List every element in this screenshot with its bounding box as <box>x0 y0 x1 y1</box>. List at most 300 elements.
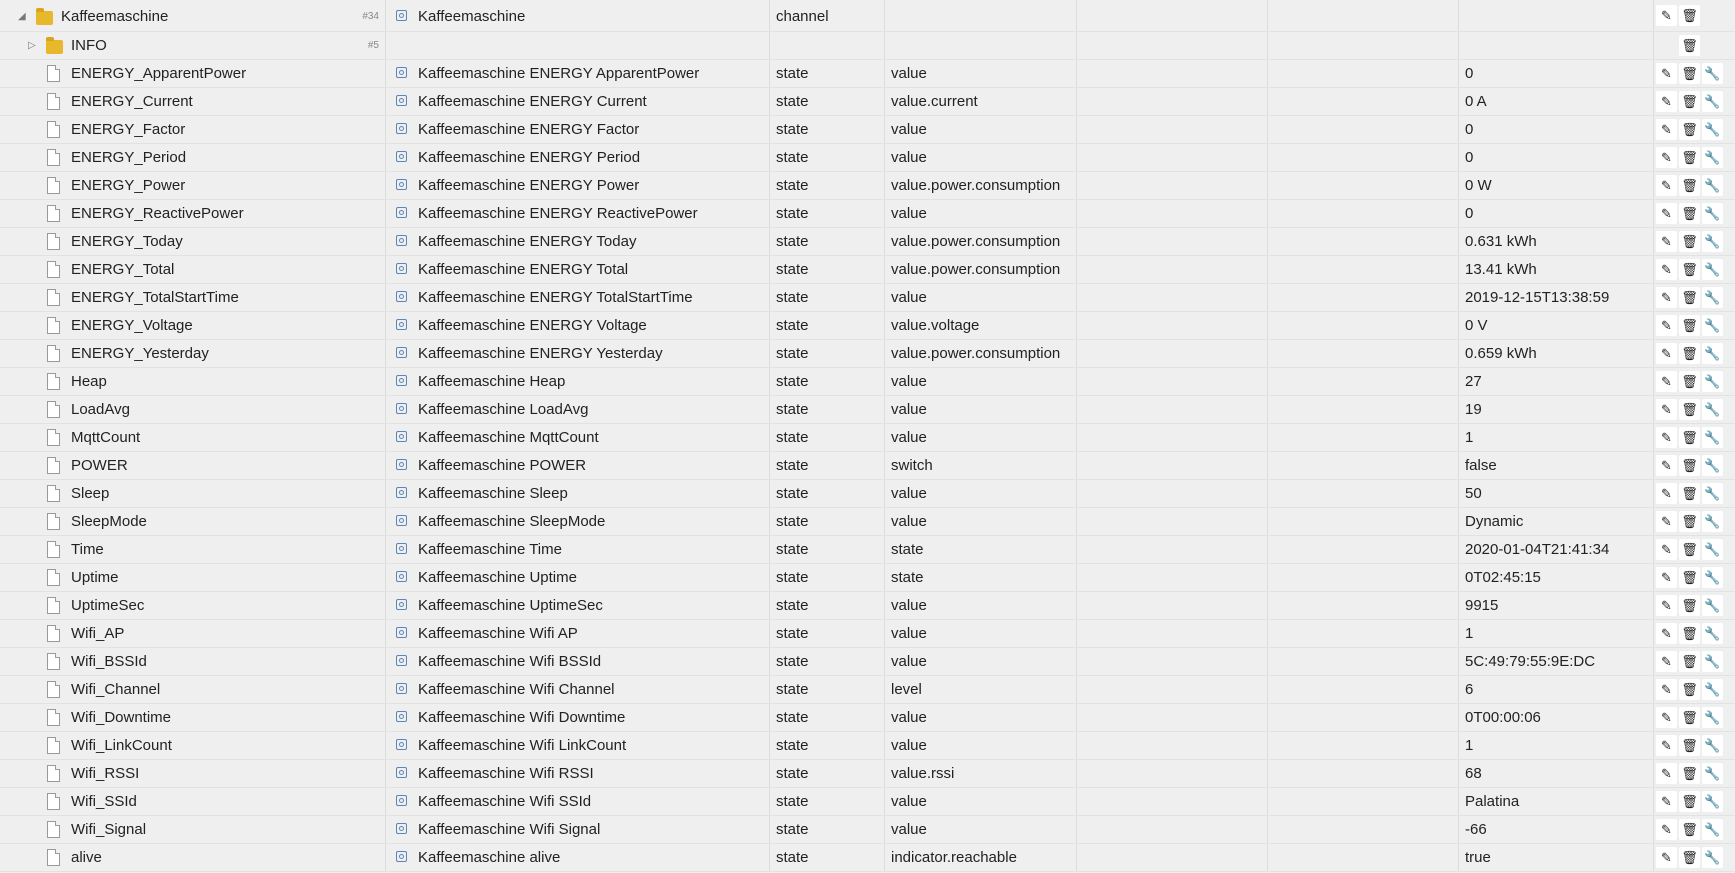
edit-icon[interactable]: ✎ <box>1656 791 1677 812</box>
settings-wrench-icon[interactable]: 🔧 <box>1702 455 1723 476</box>
role-cell <box>885 200 1077 227</box>
state-name: Kaffeemaschine ENERGY Voltage <box>418 317 647 334</box>
state-row[interactable] <box>0 60 1735 88</box>
id-cell <box>0 704 386 731</box>
state-row[interactable] <box>0 88 1735 116</box>
settings-wrench-icon[interactable]: 🔧 <box>1702 539 1723 560</box>
type-cell <box>770 256 885 283</box>
state-value[interactable]: 6 <box>1465 681 1474 698</box>
state-value[interactable]: 9915 <box>1465 597 1499 614</box>
state-row[interactable] <box>0 312 1735 340</box>
settings-wrench-icon[interactable]: 🔧 <box>1702 371 1723 392</box>
state-row[interactable] <box>0 564 1735 592</box>
state-value[interactable]: 19 <box>1465 401 1482 418</box>
role-cell <box>885 32 1077 59</box>
state-value[interactable]: 27 <box>1465 373 1482 390</box>
child-count: #5 <box>367 40 379 51</box>
edit-icon[interactable]: ✎ <box>1656 847 1677 868</box>
type-cell <box>770 172 885 199</box>
name-cell <box>386 648 770 675</box>
edit-icon[interactable]: ✎ <box>1656 651 1677 672</box>
settings-wrench-icon[interactable]: 🔧 <box>1702 819 1723 840</box>
room-cell <box>1077 284 1268 311</box>
state-role: value <box>891 485 927 502</box>
state-value[interactable]: 68 <box>1465 765 1482 782</box>
type-cell <box>770 760 885 787</box>
state-id: Wifi_Downtime <box>71 709 172 726</box>
state-role: value.power.consumption <box>891 233 1061 250</box>
delete-icon[interactable]: 🗑 <box>1679 427 1700 448</box>
state-type: state <box>776 541 809 558</box>
edit-icon[interactable]: ✎ <box>1656 231 1677 252</box>
value-cell <box>1459 172 1654 199</box>
buttons-cell <box>1654 256 1735 283</box>
id-cell <box>0 32 386 59</box>
edit-icon[interactable]: ✎ <box>1656 315 1677 336</box>
settings-wrench-icon[interactable]: 🔧 <box>1702 119 1723 140</box>
state-value[interactable]: 2020-01-04T21:41:34 <box>1465 541 1610 558</box>
state-row[interactable] <box>0 760 1735 788</box>
name-cell <box>386 424 770 451</box>
state-value[interactable]: 1 <box>1465 625 1474 642</box>
channel-row[interactable] <box>0 0 1735 32</box>
edit-icon[interactable]: ✎ <box>1656 147 1677 168</box>
name-cell <box>386 312 770 339</box>
edit-icon[interactable]: ✎ <box>1656 63 1677 84</box>
settings-wrench-icon[interactable]: 🔧 <box>1702 203 1723 224</box>
state-icon <box>396 683 407 694</box>
settings-wrench-icon[interactable]: 🔧 <box>1702 63 1723 84</box>
state-value[interactable]: false <box>1465 457 1497 474</box>
state-role: value <box>891 205 927 222</box>
state-role: value.voltage <box>891 317 980 334</box>
state-id: Heap <box>71 373 107 390</box>
delete-icon[interactable]: 🗑 <box>1679 5 1700 26</box>
edit-icon[interactable]: ✎ <box>1656 371 1677 392</box>
role-cell <box>885 172 1077 199</box>
state-row[interactable] <box>0 368 1735 396</box>
state-row[interactable] <box>0 844 1735 872</box>
state-type: state <box>776 289 809 306</box>
file-icon <box>47 765 60 782</box>
role-cell <box>885 284 1077 311</box>
room-cell <box>1077 228 1268 255</box>
room-cell <box>1077 88 1268 115</box>
type-cell <box>770 620 885 647</box>
state-value[interactable]: -66 <box>1465 821 1487 838</box>
role-cell <box>885 648 1077 675</box>
room-cell <box>1077 172 1268 199</box>
buttons-cell <box>1654 88 1735 115</box>
role-cell <box>885 620 1077 647</box>
buttons-cell <box>1654 732 1735 759</box>
buttons-cell <box>1654 844 1735 871</box>
file-icon <box>47 709 60 726</box>
room-cell <box>1077 536 1268 563</box>
settings-wrench-icon[interactable]: 🔧 <box>1702 623 1723 644</box>
file-icon <box>47 821 60 838</box>
state-icon <box>396 571 407 582</box>
folder-icon <box>46 40 63 54</box>
edit-icon[interactable]: ✎ <box>1656 259 1677 280</box>
value-cell <box>1459 88 1654 115</box>
file-icon <box>47 121 60 138</box>
role-cell <box>885 228 1077 255</box>
id-cell <box>0 592 386 619</box>
name-cell <box>386 760 770 787</box>
buttons-cell <box>1654 228 1735 255</box>
edit-icon[interactable]: ✎ <box>1656 735 1677 756</box>
state-name: Kaffeemaschine Wifi Downtime <box>418 709 626 726</box>
state-id: ENERGY_Total <box>71 261 175 278</box>
room-cell <box>1077 32 1268 59</box>
settings-wrench-icon[interactable]: 🔧 <box>1702 791 1723 812</box>
state-type: state <box>776 681 809 698</box>
state-role: value.power.consumption <box>891 345 1061 362</box>
state-row[interactable] <box>0 648 1735 676</box>
file-icon <box>47 681 60 698</box>
state-role: value <box>891 821 927 838</box>
value-cell <box>1459 844 1654 871</box>
edit-icon[interactable]: ✎ <box>1656 203 1677 224</box>
state-row[interactable] <box>0 200 1735 228</box>
state-type: state <box>776 261 809 278</box>
settings-wrench-icon[interactable]: 🔧 <box>1702 231 1723 252</box>
state-icon <box>396 599 407 610</box>
settings-wrench-icon[interactable]: 🔧 <box>1702 399 1723 420</box>
value-cell <box>1459 340 1654 367</box>
delete-icon[interactable]: 🗑 <box>1679 119 1700 140</box>
name-cell <box>386 564 770 591</box>
buttons-cell <box>1654 396 1735 423</box>
delete-icon[interactable]: 🗑 <box>1679 455 1700 476</box>
state-row[interactable] <box>0 536 1735 564</box>
settings-wrench-icon[interactable]: 🔧 <box>1702 147 1723 168</box>
buttons-cell <box>1654 564 1735 591</box>
state-value[interactable]: Dynamic <box>1465 513 1524 530</box>
delete-icon[interactable]: 🗑 <box>1679 91 1700 112</box>
state-value[interactable]: 5C:49:79:55:9E:DC <box>1465 653 1596 670</box>
edit-icon[interactable]: ✎ <box>1656 595 1677 616</box>
state-row[interactable] <box>0 144 1735 172</box>
delete-icon[interactable]: 🗑 <box>1679 735 1700 756</box>
state-row[interactable] <box>0 396 1735 424</box>
buttons-cell <box>1654 508 1735 535</box>
state-value[interactable]: 50 <box>1465 485 1482 502</box>
edit-icon[interactable]: ✎ <box>1656 567 1677 588</box>
file-icon <box>47 65 60 82</box>
id-cell <box>0 536 386 563</box>
settings-wrench-icon[interactable]: 🔧 <box>1702 91 1723 112</box>
state-row[interactable] <box>0 704 1735 732</box>
name-cell <box>386 844 770 871</box>
function-cell <box>1268 452 1459 479</box>
role-cell <box>885 340 1077 367</box>
state-value[interactable]: 0 <box>1465 149 1474 166</box>
edit-icon[interactable]: ✎ <box>1656 287 1677 308</box>
edit-icon[interactable]: ✎ <box>1656 511 1677 532</box>
file-icon <box>47 233 60 250</box>
folder-row[interactable] <box>0 32 1735 60</box>
state-icon <box>396 319 407 330</box>
state-value[interactable]: 1 <box>1465 429 1474 446</box>
delete-icon[interactable]: 🗑 <box>1679 147 1700 168</box>
state-icon <box>396 795 407 806</box>
name-cell <box>386 732 770 759</box>
child-count: #34 <box>362 11 379 22</box>
settings-wrench-icon[interactable]: 🔧 <box>1702 763 1723 784</box>
type-cell <box>770 844 885 871</box>
state-value[interactable]: 0T02:45:15 <box>1465 569 1541 586</box>
buttons-cell <box>1654 760 1735 787</box>
expanded-toggle-icon[interactable]: ◢ <box>18 11 26 22</box>
edit-icon[interactable]: ✎ <box>1656 763 1677 784</box>
settings-wrench-icon[interactable]: 🔧 <box>1702 175 1723 196</box>
settings-wrench-icon[interactable]: 🔧 <box>1702 427 1723 448</box>
value-cell <box>1459 676 1654 703</box>
channel-icon <box>396 10 407 21</box>
state-icon <box>396 347 407 358</box>
state-row[interactable] <box>0 592 1735 620</box>
room-cell <box>1077 256 1268 283</box>
state-value[interactable]: 13.41 kWh <box>1465 261 1537 278</box>
room-cell <box>1077 452 1268 479</box>
state-role: value.power.consumption <box>891 177 1061 194</box>
edit-icon[interactable]: ✎ <box>1656 483 1677 504</box>
state-value[interactable]: 0.659 kWh <box>1465 345 1537 362</box>
type-cell <box>770 676 885 703</box>
buttons-cell <box>1654 312 1735 339</box>
settings-wrench-icon[interactable]: 🔧 <box>1702 847 1723 868</box>
state-value[interactable]: 0 V <box>1465 317 1488 334</box>
edit-icon[interactable]: ✎ <box>1656 343 1677 364</box>
room-cell <box>1077 564 1268 591</box>
delete-icon[interactable]: 🗑 <box>1679 231 1700 252</box>
state-value[interactable]: 1 <box>1465 737 1474 754</box>
state-name: Kaffeemaschine Wifi LinkCount <box>418 737 627 754</box>
state-row[interactable] <box>0 284 1735 312</box>
settings-wrench-icon[interactable]: 🔧 <box>1702 315 1723 336</box>
state-name: Kaffeemaschine Sleep <box>418 485 568 502</box>
state-row[interactable] <box>0 620 1735 648</box>
edit-icon[interactable]: ✎ <box>1656 455 1677 476</box>
value-cell <box>1459 620 1654 647</box>
settings-wrench-icon[interactable]: 🔧 <box>1702 679 1723 700</box>
file-icon <box>47 345 60 362</box>
state-id: alive <box>71 849 102 866</box>
state-row[interactable] <box>0 424 1735 452</box>
buttons-cell <box>1654 144 1735 171</box>
delete-icon[interactable]: 🗑 <box>1679 623 1700 644</box>
state-icon <box>396 403 407 414</box>
type-cell <box>770 788 885 815</box>
edit-icon[interactable]: ✎ <box>1656 427 1677 448</box>
delete-icon[interactable]: 🗑 <box>1679 259 1700 280</box>
settings-wrench-icon[interactable]: 🔧 <box>1702 287 1723 308</box>
state-value[interactable]: 0 <box>1465 121 1474 138</box>
state-row[interactable] <box>0 116 1735 144</box>
state-value[interactable]: 0T00:00:06 <box>1465 709 1541 726</box>
state-type: state <box>776 513 809 530</box>
name-cell <box>386 116 770 143</box>
edit-icon[interactable]: ✎ <box>1656 119 1677 140</box>
function-cell <box>1268 200 1459 227</box>
delete-icon[interactable]: 🗑 <box>1679 399 1700 420</box>
state-role: value <box>891 401 927 418</box>
delete-icon[interactable]: 🗑 <box>1679 819 1700 840</box>
type-cell <box>770 480 885 507</box>
state-row[interactable] <box>0 340 1735 368</box>
settings-wrench-icon[interactable]: 🔧 <box>1702 483 1723 504</box>
delete-icon[interactable]: 🗑 <box>1679 567 1700 588</box>
id-cell <box>0 816 386 843</box>
delete-icon[interactable]: 🗑 <box>1679 63 1700 84</box>
state-row[interactable] <box>0 480 1735 508</box>
state-value[interactable]: Palatina <box>1465 793 1520 810</box>
name-cell <box>386 144 770 171</box>
type-cell <box>770 0 885 31</box>
value-cell <box>1459 284 1654 311</box>
state-row[interactable] <box>0 228 1735 256</box>
name-cell <box>386 200 770 227</box>
settings-wrench-icon[interactable]: 🔧 <box>1702 735 1723 756</box>
room-cell <box>1077 816 1268 843</box>
value-cell <box>1459 732 1654 759</box>
state-id: ENERGY_Voltage <box>71 317 193 334</box>
delete-icon[interactable]: 🗑 <box>1679 315 1700 336</box>
state-value[interactable]: 0.631 kWh <box>1465 233 1537 250</box>
delete-icon[interactable]: 🗑 <box>1679 763 1700 784</box>
delete-icon[interactable]: 🗑 <box>1679 651 1700 672</box>
state-id: ENERGY_Period <box>71 149 187 166</box>
id-cell <box>0 508 386 535</box>
state-role: value <box>891 709 927 726</box>
delete-icon[interactable]: 🗑 <box>1679 679 1700 700</box>
name-cell <box>386 32 770 59</box>
collapsed-toggle-icon[interactable]: ▷ <box>28 40 36 51</box>
delete-icon[interactable]: 🗑 <box>1679 539 1700 560</box>
state-icon <box>396 263 407 274</box>
delete-icon[interactable]: 🗑 <box>1679 791 1700 812</box>
settings-wrench-icon[interactable]: 🔧 <box>1702 595 1723 616</box>
state-row[interactable] <box>0 172 1735 200</box>
settings-wrench-icon[interactable]: 🔧 <box>1702 511 1723 532</box>
type-cell <box>770 508 885 535</box>
state-name: Kaffeemaschine ENERGY Yesterday <box>418 345 663 362</box>
role-cell <box>885 704 1077 731</box>
delete-icon[interactable]: 🗑 <box>1679 595 1700 616</box>
delete-icon[interactable]: 🗑 <box>1679 203 1700 224</box>
state-value[interactable]: 0 A <box>1465 93 1487 110</box>
state-icon <box>396 515 407 526</box>
delete-icon[interactable]: 🗑 <box>1679 707 1700 728</box>
type-cell <box>770 144 885 171</box>
settings-wrench-icon[interactable]: 🔧 <box>1702 343 1723 364</box>
edit-icon[interactable]: ✎ <box>1656 91 1677 112</box>
role-cell <box>885 144 1077 171</box>
state-row[interactable] <box>0 452 1735 480</box>
state-type: state <box>776 205 809 222</box>
settings-wrench-icon[interactable]: 🔧 <box>1702 567 1723 588</box>
value-cell <box>1459 32 1654 59</box>
delete-icon[interactable]: 🗑 <box>1679 343 1700 364</box>
delete-icon[interactable]: 🗑 <box>1679 511 1700 532</box>
state-type: state <box>776 233 809 250</box>
state-value[interactable]: 0 W <box>1465 177 1492 194</box>
state-role: value.power.consumption <box>891 261 1061 278</box>
state-icon <box>396 767 407 778</box>
edit-icon[interactable]: ✎ <box>1656 623 1677 644</box>
buttons-cell <box>1654 676 1735 703</box>
room-cell <box>1077 60 1268 87</box>
name-cell <box>386 172 770 199</box>
delete-icon[interactable]: 🗑 <box>1679 483 1700 504</box>
settings-wrench-icon[interactable]: 🔧 <box>1702 707 1723 728</box>
state-role: value <box>891 737 927 754</box>
state-value[interactable]: true <box>1465 849 1491 866</box>
state-name: Kaffeemaschine ENERGY ReactivePower <box>418 205 698 222</box>
delete-icon[interactable]: 🗑 <box>1679 371 1700 392</box>
type-cell <box>770 816 885 843</box>
type-cell <box>770 536 885 563</box>
state-name: Kaffeemaschine Heap <box>418 373 566 390</box>
room-cell <box>1077 704 1268 731</box>
state-name: Kaffeemaschine MqttCount <box>418 429 599 446</box>
state-icon <box>396 235 407 246</box>
state-row[interactable] <box>0 788 1735 816</box>
state-name: Kaffeemaschine ENERGY TotalStartTime <box>418 289 693 306</box>
type-cell <box>770 368 885 395</box>
state-row[interactable] <box>0 816 1735 844</box>
state-row[interactable] <box>0 256 1735 284</box>
state-name: Kaffeemaschine ENERGY Power <box>418 177 640 194</box>
settings-wrench-icon[interactable]: 🔧 <box>1702 651 1723 672</box>
edit-icon[interactable]: ✎ <box>1656 539 1677 560</box>
edit-icon[interactable]: ✎ <box>1656 819 1677 840</box>
settings-wrench-icon[interactable]: 🔧 <box>1702 259 1723 280</box>
function-cell <box>1268 312 1459 339</box>
state-type: state <box>776 821 809 838</box>
delete-icon[interactable]: 🗑 <box>1679 175 1700 196</box>
delete-icon[interactable]: 🗑 <box>1679 35 1700 56</box>
edit-icon[interactable]: ✎ <box>1656 679 1677 700</box>
file-icon <box>47 793 60 810</box>
name-cell <box>386 816 770 843</box>
state-icon <box>396 543 407 554</box>
edit-icon[interactable]: ✎ <box>1656 399 1677 420</box>
name-cell <box>386 60 770 87</box>
id-cell <box>0 60 386 87</box>
state-value[interactable]: 0 <box>1465 65 1474 82</box>
state-row[interactable] <box>0 732 1735 760</box>
state-role: value <box>891 289 927 306</box>
state-value[interactable]: 0 <box>1465 205 1474 222</box>
state-row[interactable] <box>0 676 1735 704</box>
state-row[interactable] <box>0 508 1735 536</box>
room-cell <box>1077 200 1268 227</box>
delete-icon[interactable]: 🗑 <box>1679 847 1700 868</box>
state-id: ENERGY_Factor <box>71 121 186 138</box>
room-cell <box>1077 648 1268 675</box>
state-role: value <box>891 65 927 82</box>
delete-icon[interactable]: 🗑 <box>1679 287 1700 308</box>
state-value[interactable]: 2019-12-15T13:38:59 <box>1465 289 1610 306</box>
edit-icon[interactable]: ✎ <box>1656 5 1677 26</box>
edit-icon[interactable]: ✎ <box>1656 707 1677 728</box>
role-cell <box>885 0 1077 31</box>
id-cell <box>0 116 386 143</box>
edit-icon[interactable]: ✎ <box>1656 175 1677 196</box>
